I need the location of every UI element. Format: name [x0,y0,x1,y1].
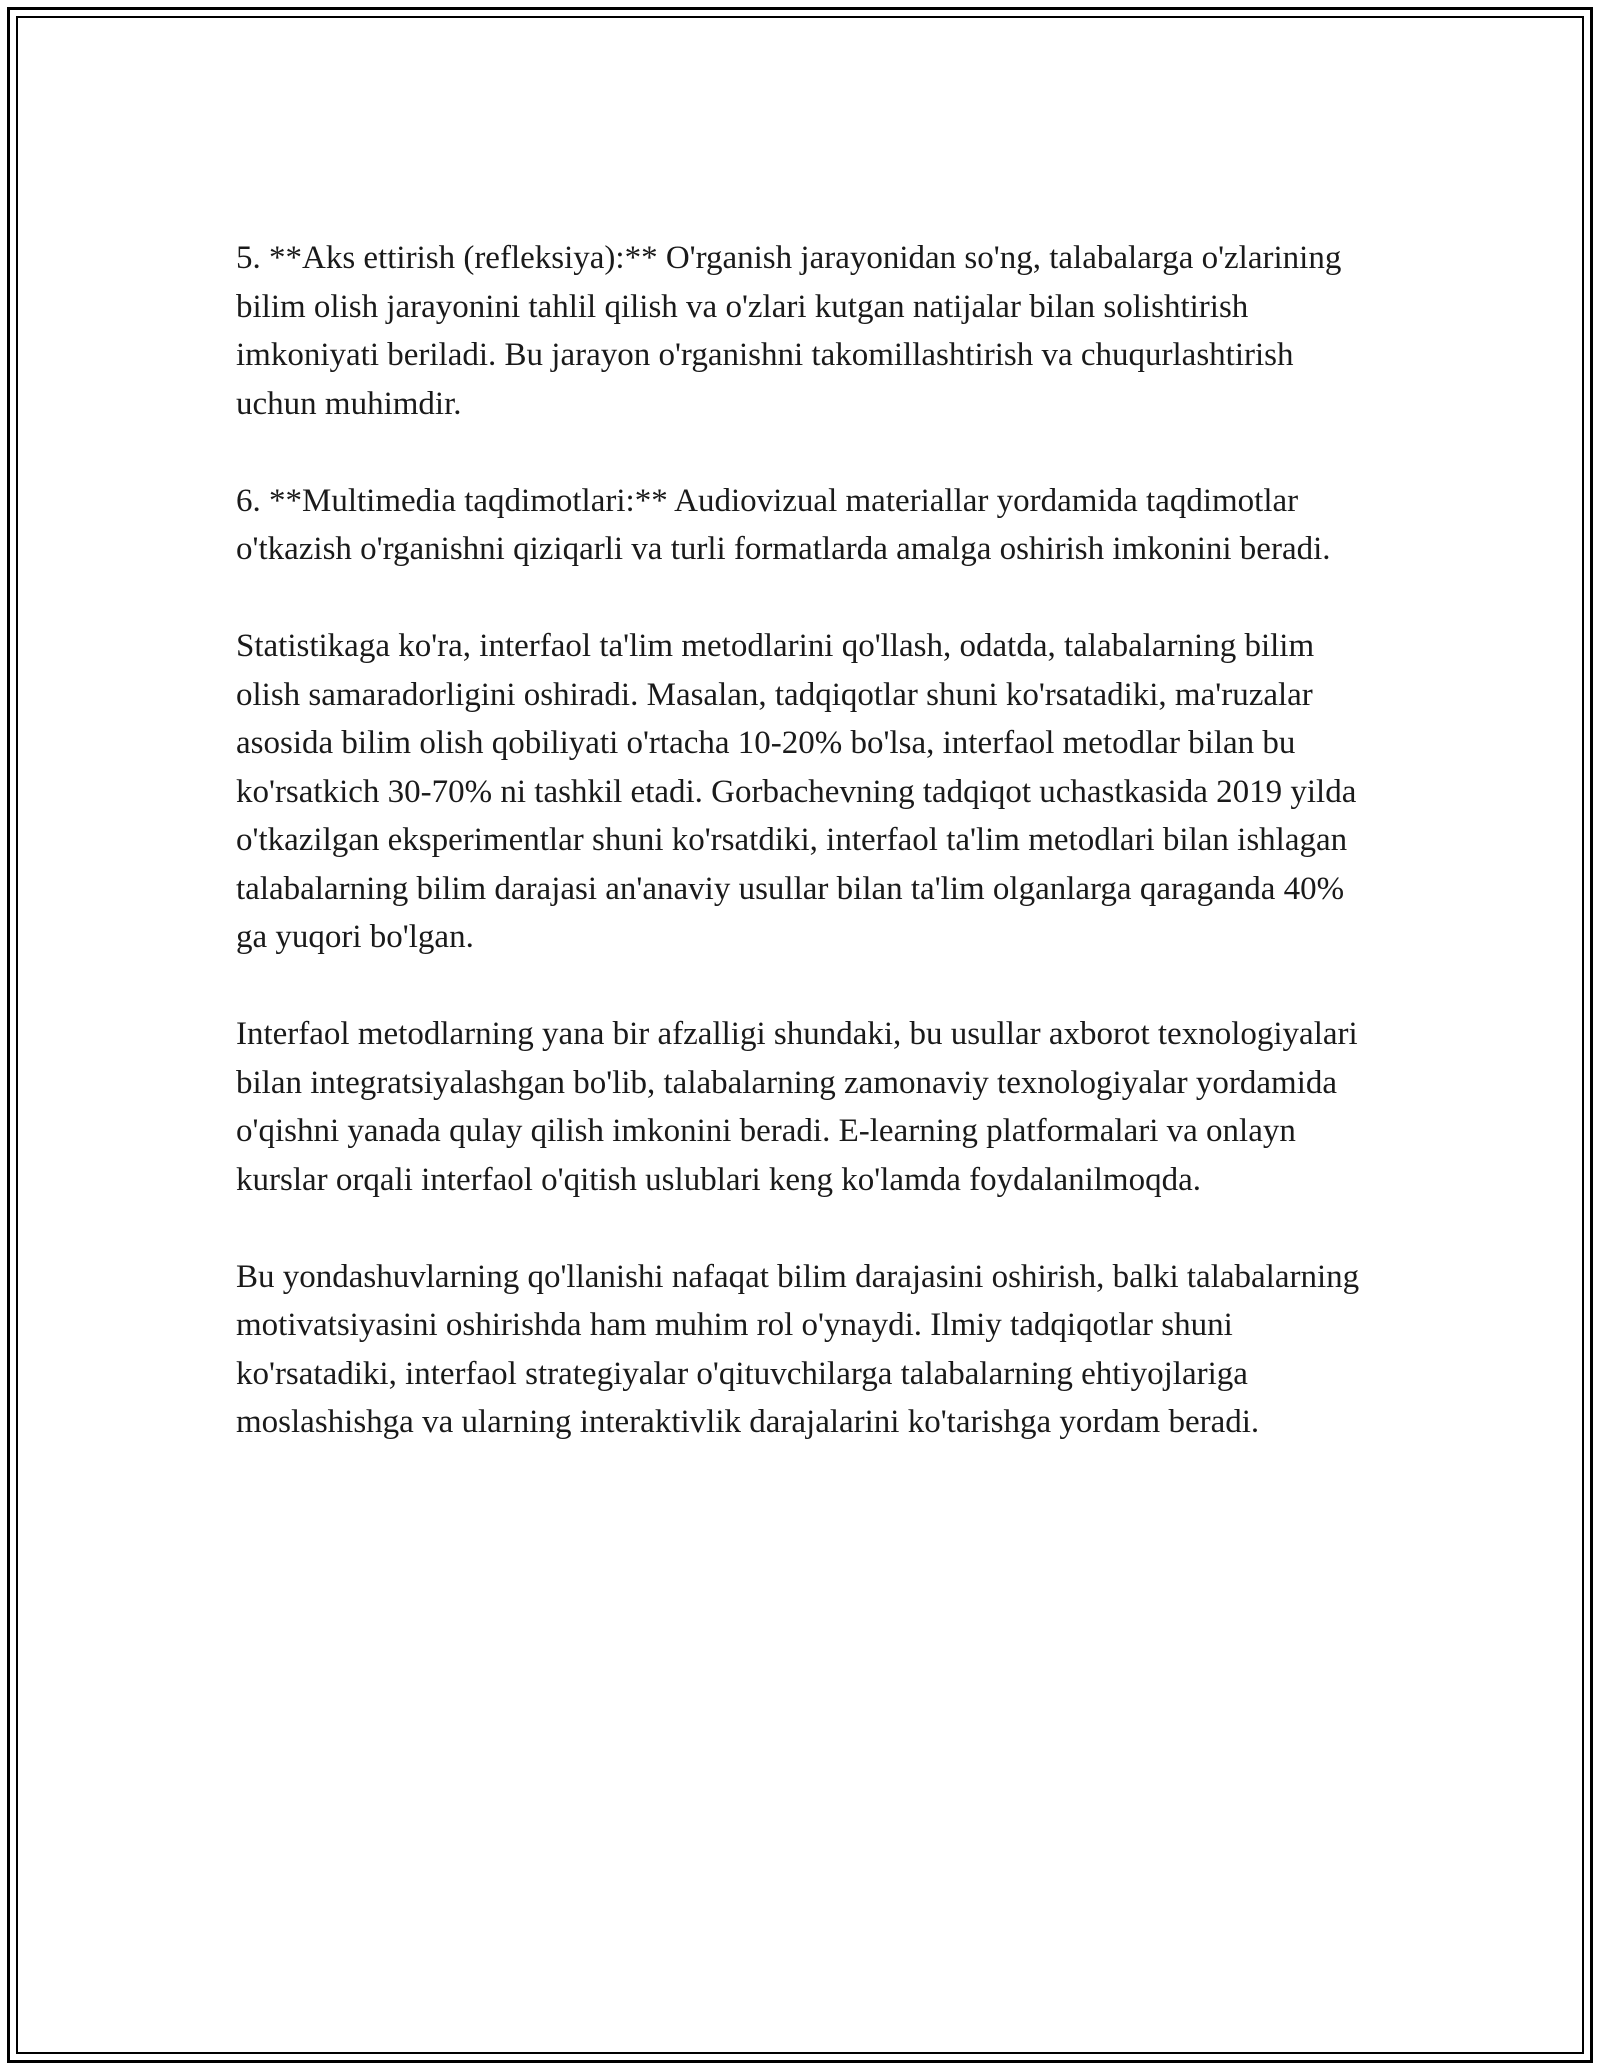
paragraph-motivation: Bu yondashuvlarning qo'llanishi nafaqat bilim darajasini oshirish, balki talabalarning motivatsiyasini oshirishda ham muhim rol o'ynaydi. Ilmiy tadqiqotlar shuni ko'rsatadiki, interfaol strategiyalar o'qituvchilarga talabalarning ehtiyojlariga moslashishga va ularning interaktivlik darajalarini ko'tarishga yordam beradi. [236,1258,1360,1440]
paragraph-multimedia: 6. **Multimedia taqdimotlari:** Audiovizual materiallar yordamida taqdimotlar o'tkazish o'rganishni qiziqarli va turli formatlarda amalga oshirish imkonini beradi. [236,482,1331,567]
paragraph-technology: Interfaol metodlarning yana bir afzalligi shundaki, bu usullar axborot texnologiyalari bilan integratsiyalashgan bo'lib, talabalarning zamonaviy texnologiyalar yordamida o'qishni yanada qulay qilish imkonini beradi. E-learning platformalari va onlayn kurslar orqali interfaol o'qitish uslublari keng ko'lamda foydalanilmoqda. [236,1016,1358,1198]
paragraph-statistics: Statistikaga ko'ra, interfaol ta'lim metodlarini qo'llash, odatda, talabalarning bilim olish samaradorligini oshiradi. Masalan, tadqiqotlar shuni ko'rsatadiki, ma'ruzalar asosida bilim olish qobiliyati o'rtacha 10-20% bo'lsa, interfaol metodlar bilan bu ko'rsatkich 30-70% ni tashkil etadi. Gorbachevning tadqiqot uchastkasida 2019 yilda o'tkazilgan eksperimentlar shuni ko'rsatdiki, interfaol ta'lim metodlari bilan ishlagan talabalarning bilim darajasi an'anaviy usullar bilan ta'lim olganlarga qaraganda 40% ga yuqori bo'lgan. [236,628,1357,955]
document-body [236,234,1366,1495]
paragraph-reflection: 5. **Aks ettirish (refleksiya):** O'rganish jarayonidan so'ng, talabalarga o'zlarining bilim olish jarayonini tahlil qilish va o'zlari kutgan natijalar bilan solishtirish imkoniyati beriladi. Bu jarayon o'rganishni takomillashtirish va chuqurlashtirish uchun muhimdir. [236,240,1342,422]
